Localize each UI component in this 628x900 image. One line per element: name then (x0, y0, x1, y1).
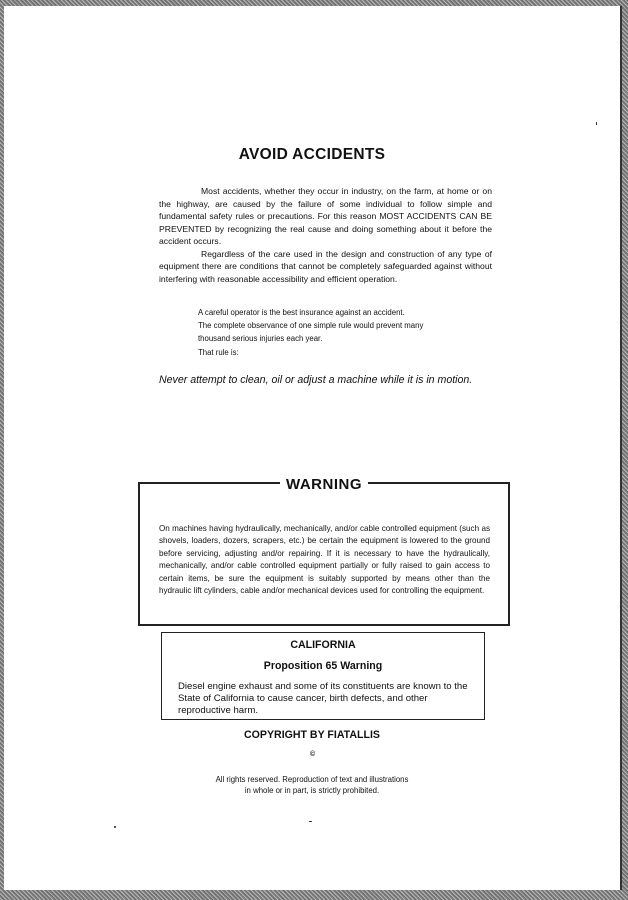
safety-rule: Never attempt to clean, oil or adjust a machine while it is in motion. (159, 374, 473, 386)
proposition-65-subtitle: Proposition 65 Warning (263, 660, 383, 672)
scan-speck (309, 821, 312, 822)
copyright-heading: COPYRIGHT BY FIATALLIS (244, 729, 380, 741)
rights-line-2: in whole or in part, is strictly prohibited. (244, 786, 380, 795)
careful-line-4: That rule is: (198, 347, 239, 357)
copyright-icon: © (310, 751, 316, 758)
page-title: AVOID ACCIDENTS (238, 146, 386, 163)
careful-line-1: A careful operator is the best insurance against an accident. (198, 308, 405, 317)
careful-operator-block (198, 306, 423, 359)
warning-box (138, 476, 510, 626)
intro-paragraph-2: Regardless of the care used in the design and construction of any type of equipment there are conditions that cannot be completely safeguarded against without interfering with reasonable accessibility and efficient operation. (159, 248, 492, 284)
scan-speck (596, 122, 597, 125)
careful-line-2: The complete observance of one simple rule would prevent many (198, 321, 424, 331)
warning-heading: WARNING (286, 476, 362, 493)
california-title: CALIFORNIA (290, 639, 356, 651)
california-body: Diesel engine exhaust and some of its constituents are known to the State of California to cause cancer, birth defects, and other reproductive harm. (178, 681, 468, 717)
intro-text (159, 185, 492, 285)
careful-line-3: thousand serious injuries each year. (198, 334, 323, 344)
scan-speck (114, 826, 116, 828)
rights-line-1: All rights reserved. Reproduction of text and illustrations (215, 775, 409, 784)
warning-body: On machines having hydraulically, mechanically, and/or cable controlled equipment (such as shovels, loaders, dozers, scrapers, etc.) be certain the equipment is lowered to the ground before servicing, adjusting and/or repairing. If it is necessary to have the hydraulically, mechanically, and/or cable controlled equipment partially or fully raised to gain access to certain items, be sure the equipment is suitably supported by means other than the hydraulic lift cylinders, cable and/or mechanical devices used for controlling the equipment. (159, 524, 490, 596)
rights-reserved (4, 774, 620, 796)
intro-paragraph-1: Most accidents, whether they occur in industry, on the farm, at home or on the highway, are caused by the failure of some individual to follow simple and fundamental safety rules or precautions. For this reason MOST ACCIDENTS CAN BE PREVENTED by recognizing the real cause and doing something about it before the accident occurs. (159, 186, 492, 246)
california-box (161, 632, 485, 720)
document-page (4, 6, 622, 890)
